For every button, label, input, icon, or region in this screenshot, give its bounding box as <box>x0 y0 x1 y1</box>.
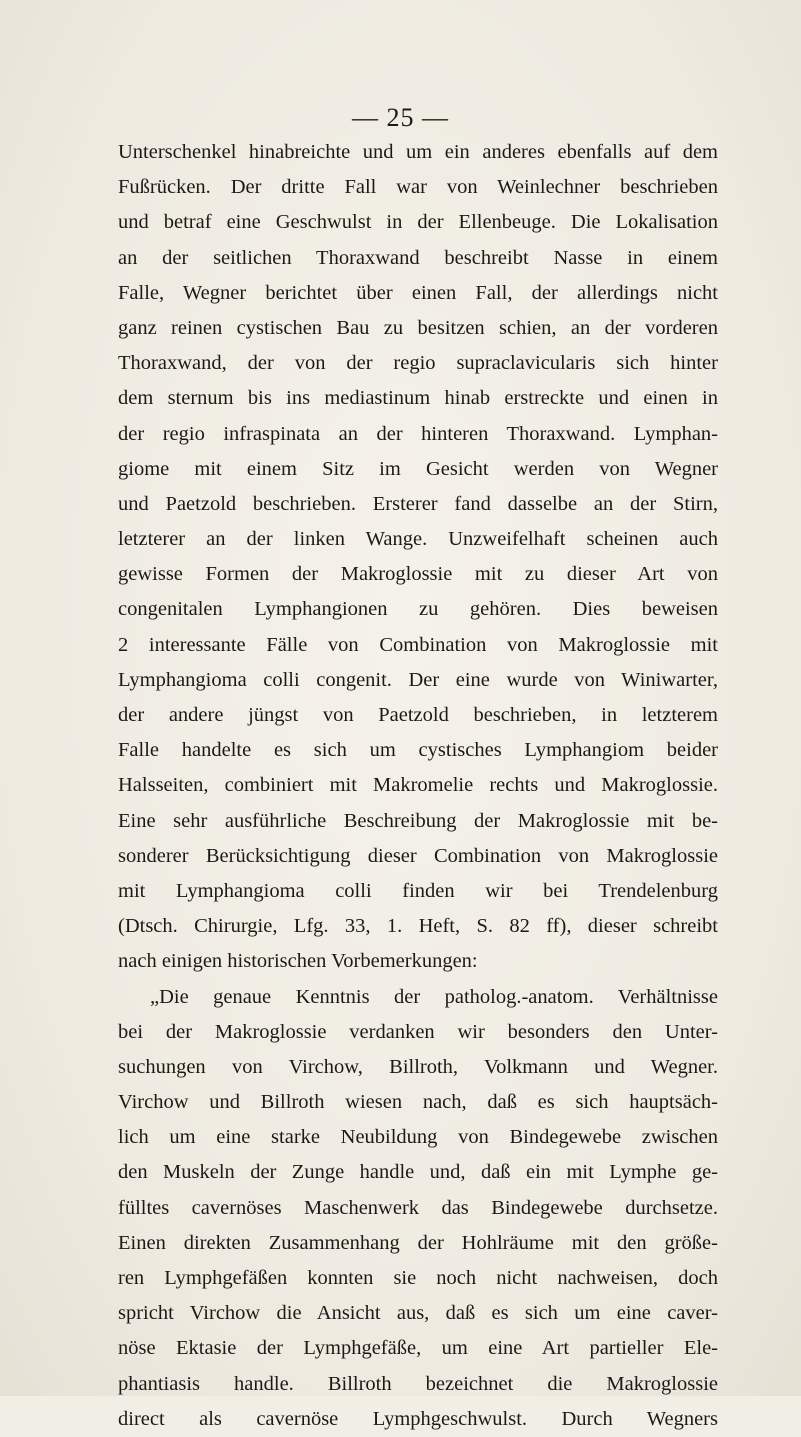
text-line: Falle, Wegner berichtet über einen Fall, der allerdings nicht <box>118 281 718 304</box>
text-line: 2 interessante Fälle von Combination von Makroglossie mit <box>118 633 718 656</box>
text-line: sonderer Berücksichtigung dieser Combination von Makroglossie <box>118 844 718 867</box>
text-line: Falle handelte es sich um cystisches Lymphangiom beider <box>118 739 718 762</box>
text-line: lich um eine starke Neubildung von Bindegewebe zwischen <box>118 1126 718 1149</box>
text-line: nöse Ektasie der Lymphgefäße, um eine Art partieller Ele- <box>118 1337 718 1360</box>
text-line: fülltes cavernöses Maschenwerk das Bindegewebe durchsetze. <box>118 1196 718 1219</box>
text-line: den Muskeln der Zunge handle und, daß ein mit Lymphe ge- <box>118 1161 718 1184</box>
text-line: Einen direkten Zusammenhang der Hohlräume mit den größe- <box>118 1231 718 1254</box>
text-line: direct als cavernöse Lymphgeschwulst. Durch Wegners <box>118 1407 718 1430</box>
text-line: phantiasis handle. Billroth bezeichnet die Makroglossie <box>118 1372 718 1395</box>
text-line: nach einigen historischen Vorbemerkungen: <box>118 950 478 973</box>
text-line: letzterer an der linken Wange. Unzweifelhaft scheinen auch <box>118 528 718 551</box>
text-line: Virchow und Billroth wiesen nach, daß es sich hauptsäch- <box>118 1091 718 1114</box>
text-line: mit Lymphangioma colli finden wir bei Trendelenburg <box>118 879 718 902</box>
text-line: spricht Virchow die Ansicht aus, daß es sich um eine caver- <box>118 1302 718 1325</box>
text-line: Eine sehr ausführliche Beschreibung der Makroglossie mit be- <box>118 809 718 832</box>
text-line: bei der Makroglossie verdanken wir besonders den Unter- <box>118 1020 718 1043</box>
text-line: suchungen von Virchow, Billroth, Volkmann und Wegner. <box>118 1055 718 1078</box>
text-line: an der seitlichen Thoraxwand beschreibt Nasse in einem <box>118 246 718 269</box>
text-line: (Dtsch. Chirurgie, Lfg. 33, 1. Heft, S. 82 ff), dieser schreibt <box>118 915 718 938</box>
text-line: Thoraxwand, der von der regio supraclavicularis sich hinter <box>118 352 718 375</box>
text-line: ren Lymphgefäßen konnten sie noch nicht nachweisen, doch <box>118 1267 718 1289</box>
body-text <box>118 135 718 1437</box>
text-line: gewisse Formen der Makroglossie mit zu dieser Art von <box>118 563 718 586</box>
text-line: dem sternum bis ins mediastinum hinab erstreckte und einen in <box>118 387 718 410</box>
text-line: der andere jüngst von Paetzold beschrieben, in letzterem <box>118 704 718 726</box>
text-line: und betraf eine Geschwulst in der Ellenbeuge. Die Lokalisation <box>118 211 718 234</box>
text-line: congenitalen Lymphangionen zu gehören. Dies beweisen <box>118 598 718 621</box>
text-line: ganz reinen cystischen Bau zu besitzen schien, an der vorderen <box>118 316 718 339</box>
text-line: Fußrücken. Der dritte Fall war von Weinlechner beschrieben <box>118 176 718 199</box>
text-line: und Paetzold beschrieben. Ersterer fand dasselbe an der Stirn, <box>118 492 718 515</box>
text-line: Halsseiten, combiniert mit Makromelie rechts und Makroglossie. <box>118 774 718 797</box>
text-line: Unterschenkel hinabreichte und um ein anderes ebenfalls auf dem <box>118 141 718 163</box>
page-number: — 25 — <box>352 103 449 132</box>
text-line: Lymphangioma colli congenit. Der eine wurde von Winiwarter, <box>118 668 718 691</box>
text-line: der regio infraspinata an der hinteren Thoraxwand. Lymphan- <box>118 422 718 445</box>
text-line: „Die genaue Kenntnis der patholog.-anatom. Verhältnisse <box>150 985 718 1008</box>
text-line: giome mit einem Sitz im Gesicht werden von Wegner <box>118 457 718 480</box>
